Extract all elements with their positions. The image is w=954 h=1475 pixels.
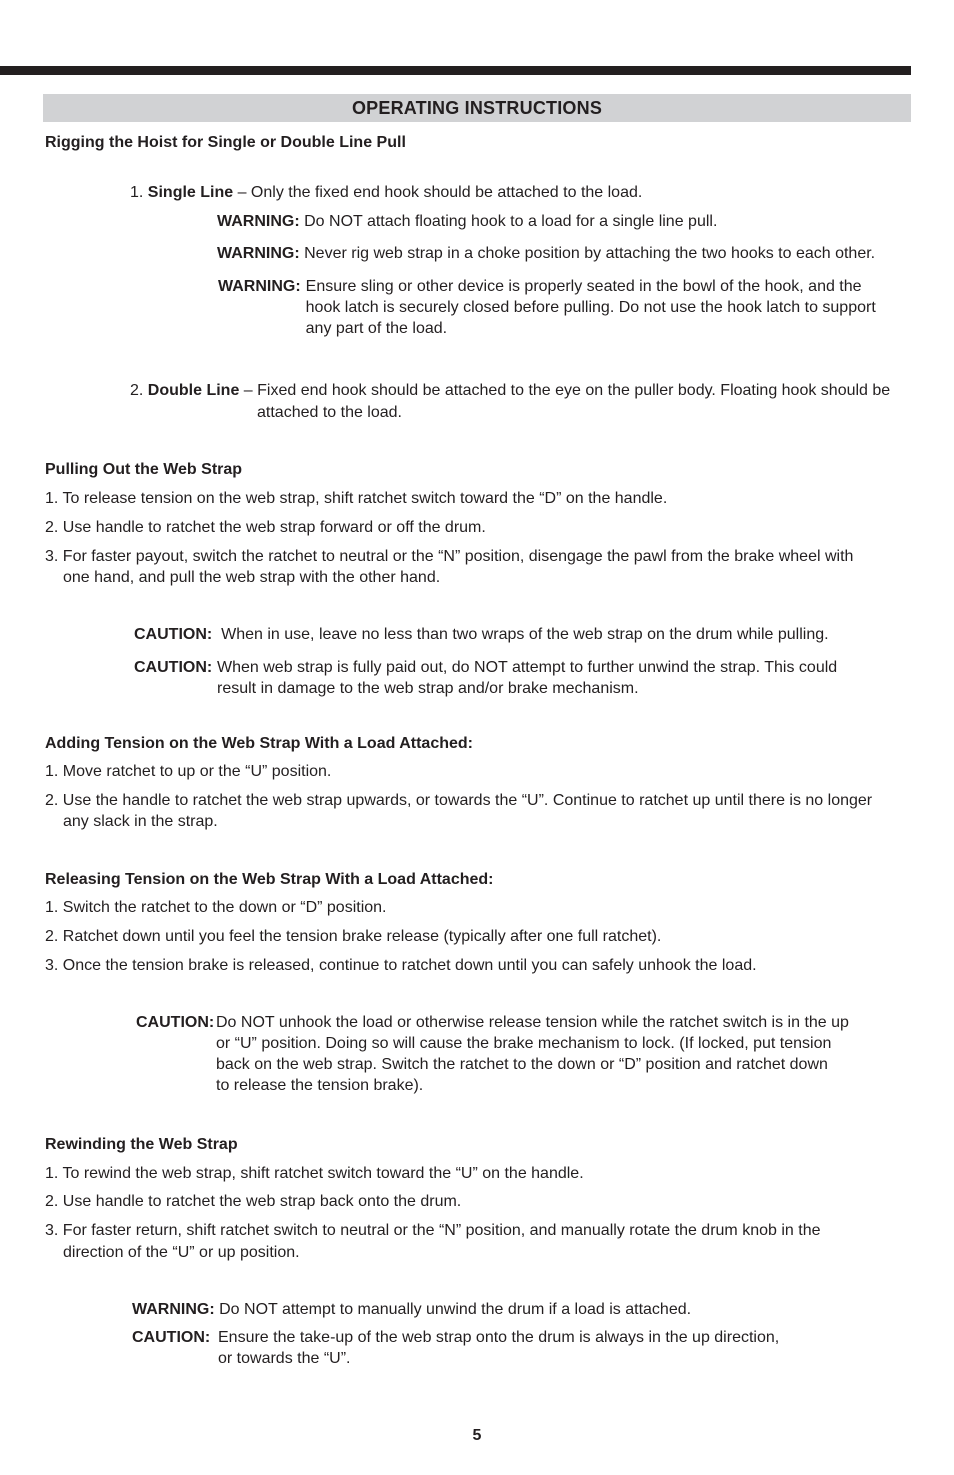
section-banner <box>43 94 911 122</box>
adding-heading: Adding Tension on the Web Strap With a Load Attached: <box>45 735 473 752</box>
double-line-continuation: attached to the load. <box>257 404 402 421</box>
caution-text-line: When web strap is fully paid out, do NOT attempt to further unwind the strap. This could <box>217 659 838 676</box>
caution-label: CAUTION: <box>134 659 213 676</box>
caution-text-line: or towards the “U”. <box>218 1350 351 1367</box>
rigging-heading: Rigging the Hoist for Single or Double Line Pull <box>45 134 406 151</box>
warning-text-line: hook latch is securely closed before pulling. Do not use the hook latch to support <box>305 299 876 316</box>
warning-text-line: any part of the load. <box>305 320 448 337</box>
list-item: 3. Once the tension brake is released, continue to ratchet down until you can safely unhook the load. <box>45 957 757 974</box>
caution-text-line: Ensure the take-up of the web strap onto the drum is always in the up direction, <box>218 1329 780 1346</box>
single-line-text: – Only the fixed end hook should be attached to the load. <box>233 184 643 201</box>
warning-label: WARNING: <box>218 278 301 295</box>
caution-text-line: result in damage to the web strap and/or brake mechanism. <box>217 680 639 697</box>
caution-unhook <box>136 1012 896 1096</box>
pulling-heading: Pulling Out the Web Strap <box>45 461 243 478</box>
top-rule <box>0 66 911 75</box>
rewinding-heading: Rewinding the Web Strap <box>45 1136 238 1153</box>
warning-manual-unwind <box>132 1299 691 1320</box>
caution-paid-out <box>134 657 904 699</box>
list-item: 2. Use the handle to ratchet the web strap upwards, or towards the “U”. Continue to ratchet up until there is no longer <box>45 792 873 809</box>
caution-text: When in use, leave no less than two wraps of the web strap on the drum while pulling. <box>221 626 829 643</box>
list-item: 2. Use handle to ratchet the web strap back onto the drum. <box>45 1193 462 1210</box>
single-line-item <box>130 182 642 203</box>
caution-text-line: or “U” position. Doing so will cause the brake mechanism to lock. (If locked, put tension <box>216 1035 832 1052</box>
double-line-label: Double Line <box>147 382 240 399</box>
list-item-continuation: one hand, and pull the web strap with the other hand. <box>63 569 441 586</box>
list-item-continuation: direction of the “U” or up position. <box>63 1244 300 1261</box>
caution-label: CAUTION: <box>134 626 213 643</box>
caution-text-line: to release the tension brake). <box>216 1077 424 1094</box>
warning-text: Never rig web strap in a choke position by attaching the two hooks to each other. <box>304 245 876 262</box>
double-line-num: 2. <box>130 382 144 399</box>
warning-label: WARNING: <box>132 1301 215 1318</box>
warning-text: Do NOT attempt to manually unwind the drum if a load is attached. <box>219 1301 692 1318</box>
list-item: 1. To rewind the web strap, shift ratchet switch toward the “U” on the handle. <box>45 1165 584 1182</box>
warning-floating-hook <box>217 211 717 232</box>
list-item: 3. For faster return, shift ratchet switch to neutral or the “N” position, and manually rotate the drum knob in the <box>45 1222 821 1239</box>
list-item: 1. To release tension on the web strap, shift ratchet switch toward the “D” on the handle. <box>45 490 668 507</box>
caution-text-line: Do NOT unhook the load or otherwise release tension while the ratchet switch is in the up <box>216 1014 849 1031</box>
warning-sling-seated <box>218 276 908 339</box>
warning-choke-position <box>217 243 875 264</box>
list-item: 1. Move ratchet to up or the “U” position. <box>45 763 332 780</box>
list-item: 2. Ratchet down until you feel the tension brake release (typically after one full ratchet). <box>45 928 662 945</box>
warning-text-line: Ensure sling or other device is properly seated in the bowl of the hook, and the <box>305 278 862 295</box>
section-title: OPERATING INSTRUCTIONS <box>351 97 603 118</box>
list-item: 2. Use handle to ratchet the web strap forward or off the drum. <box>45 519 486 536</box>
list-item-continuation: any slack in the strap. <box>63 813 218 830</box>
double-line-item <box>130 380 890 401</box>
warning-label: WARNING: <box>217 245 300 262</box>
warning-label: WARNING: <box>217 213 300 230</box>
list-item: 1. Switch the ratchet to the down or “D” position. <box>45 899 387 916</box>
caution-two-wraps <box>134 624 829 645</box>
double-line-text: – Fixed end hook should be attached to the eye on the puller body. Floating hook should be <box>239 382 891 399</box>
warning-text: Do NOT attach floating hook to a load for a single line pull. <box>304 213 718 230</box>
list-item: 3. For faster payout, switch the ratchet to neutral or the “N” position, disengage the pawl from the brake wheel with <box>45 548 854 565</box>
releasing-heading: Releasing Tension on the Web Strap With a Load Attached: <box>45 871 494 888</box>
caution-label: CAUTION: <box>132 1329 211 1346</box>
caution-text-line: back on the web strap. Switch the ratchet to the down or “D” position and ratchet down <box>216 1056 828 1073</box>
caution-label: CAUTION: <box>136 1014 215 1031</box>
single-line-label: Single Line <box>147 184 234 201</box>
page-number: 5 <box>472 1427 482 1444</box>
caution-take-up <box>132 1327 892 1369</box>
single-line-num: 1. <box>130 184 144 201</box>
